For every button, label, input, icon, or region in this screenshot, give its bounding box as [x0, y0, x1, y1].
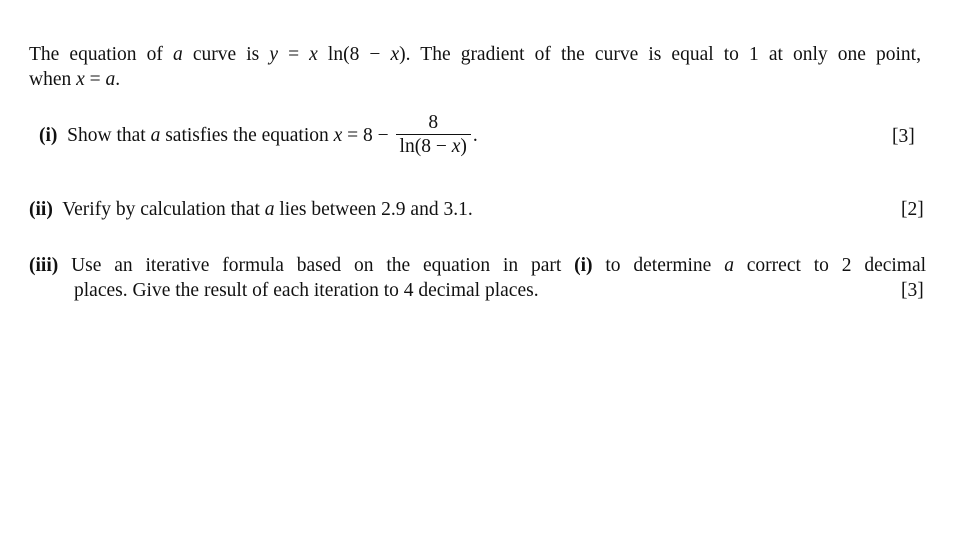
part-i-equation-lhs: x = 8 −	[333, 125, 389, 147]
intro-line-1	[29, 42, 921, 67]
part-iii-number: (iii)	[29, 255, 59, 276]
part-ii-text-after: lies between 2.9 and 3.1.	[279, 199, 473, 220]
part-i-text-before: Show that	[67, 125, 146, 147]
intro-line-2	[29, 67, 921, 92]
part-iii-text-middle: to determine	[605, 255, 712, 276]
part-ii-marks: [2]	[901, 199, 924, 220]
part-ii	[29, 197, 473, 222]
part-i-text-after: satisfies the equation	[165, 125, 329, 147]
part-iii	[29, 253, 926, 303]
part-iii-text-after: correct to 2 decimal	[746, 255, 927, 276]
part-ii-text-before: Verify by calculation that	[62, 199, 260, 220]
intro-line-1-text: The equation of a curve is y = x ln(8 − x). The gradient of the curve is equal to 1 at only one point,	[29, 44, 921, 65]
part-iii-marks: [3]	[901, 280, 924, 301]
part-i-marks: [3]	[892, 126, 915, 147]
part-iii-line-2: places. Give the result of each iteration to 4 decimal places.	[74, 280, 539, 301]
part-iii-variable: a	[724, 255, 734, 276]
part-i	[39, 112, 478, 159]
part-ii-number: (ii)	[29, 199, 53, 220]
part-i-fraction	[396, 112, 471, 159]
part-iii-text-before: Use an iterative formula based on the equation in part	[71, 255, 562, 276]
part-i-terminal: .	[472, 125, 478, 147]
question-intro	[29, 42, 921, 92]
part-i-number: (i)	[39, 125, 58, 147]
fraction-numerator: 8	[428, 112, 439, 133]
part-iii-line-1	[29, 253, 926, 278]
fraction-denominator: ln(8 − x)	[399, 136, 467, 158]
part-i-variable: a	[150, 125, 161, 147]
intro-line-2-text: when x = a.	[29, 69, 121, 90]
part-i-text	[39, 123, 389, 148]
part-iii-part-ref: (i)	[574, 255, 593, 276]
part-ii-variable: a	[264, 199, 275, 220]
